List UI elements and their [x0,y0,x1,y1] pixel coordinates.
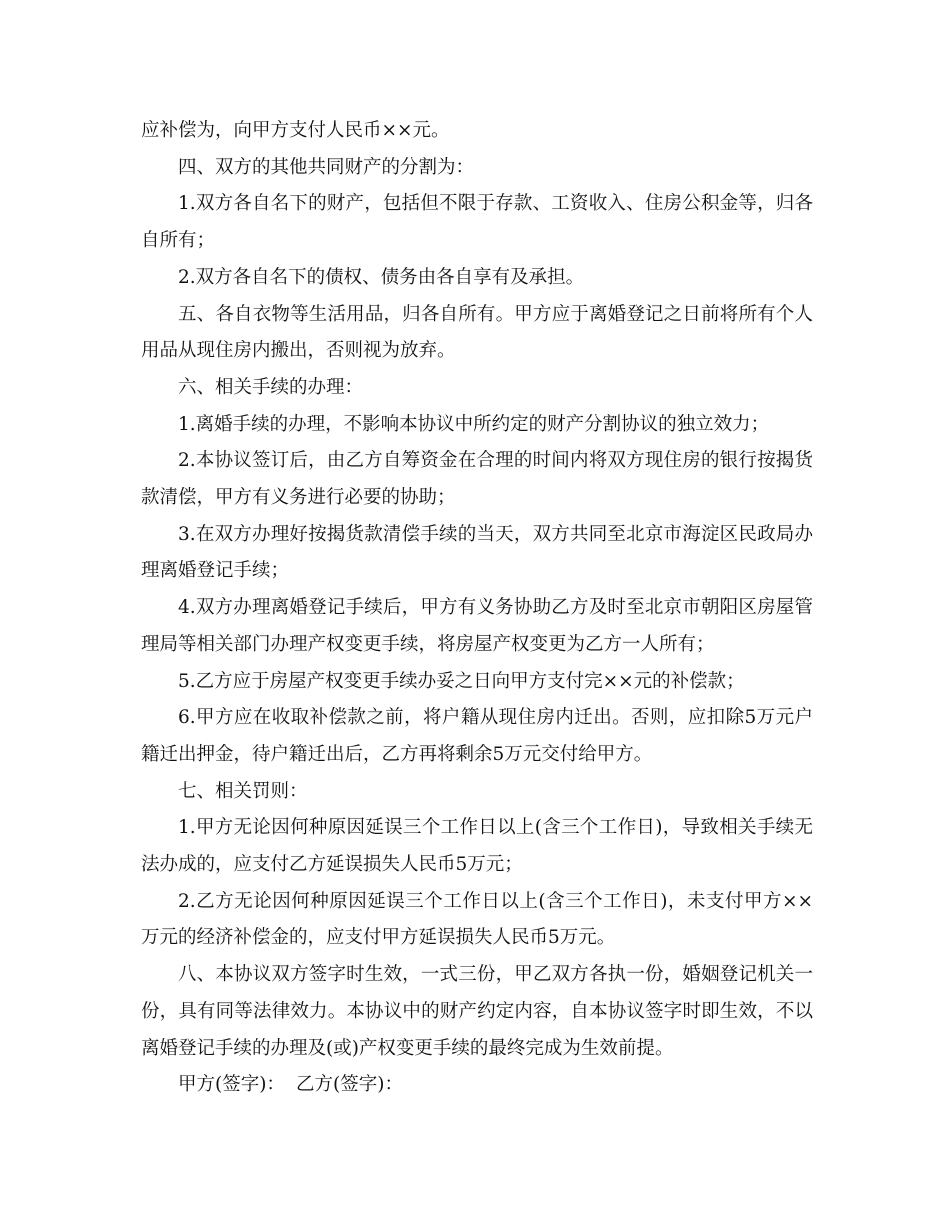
paragraph-section-6-item-5: 5.乙方应于房屋产权变更手续办妥之日向甲方支付完××元的补偿款； [178,670,745,692]
paragraph-section-6-item-6: 6.甲方应在收取补偿款之前，将户籍从现住房内迁出。否则，应扣除5万元户籍迁出押金，待户籍迁出后，乙方再将剩余5万元交付给甲方。 [141,707,813,765]
party-b-signature-label: 乙方(签字)： [296,1074,403,1096]
paragraph-compensation-end: 应补偿为，向甲方支付人民币××元。 [141,120,450,141]
paragraph-section-6-item-2: 2.本协议签订后，由乙方自筹资金在合理的时间内将双方现住房的银行按揭货款清偿，甲方有义务进行必要的协助； [141,450,813,509]
signature-row [141,1067,813,1104]
document-body [141,113,813,1104]
paragraph-section-7-item-2: 2.乙方无论因何种原因延误三个工作日以上(含三个工作日)，未支付甲方××万元的经济补偿金的，应支付甲方延误损失人民币5万元。 [141,890,813,949]
paragraph-section-6-item-3: 3.在双方办理好按揭货款清偿手续的当天，双方共同至北京市海淀区民政局办理离婚登记手续； [141,523,813,582]
paragraph-section-8: 八、本协议双方签字时生效，一式三份，甲乙双方各执一份，婚姻登记机关一份，具有同等法律效力。本协议中的财产约定内容，自本协议签字时即生效，不以离婚登记手续的办理及(或)产权变更手续的最终完成为生效前提。 [141,964,813,1059]
paragraph-section-7-item-1: 1.甲方无论因何种原因延误三个工作日以上(含三个工作日)，导致相关手续无法办成的，应支付乙方延误损失人民币5万元； [141,817,813,876]
paragraph-section-4-item-2: 2.双方各自名下的债权、债务由各自享有及承担。 [178,266,585,288]
paragraph-section-6-title: 六、相关手续的办理： [178,376,364,398]
paragraph-section-6-item-4: 4.双方办理离婚登记手续后，甲方有义务协助乙方及时至北京市朝阳区房屋管理局等相关部门办理产权变更手续，将房屋产权变更为乙方一人所有； [141,597,813,655]
paragraph-section-7-title: 七、相关罚则： [178,780,308,802]
paragraph-section-4-title: 四、双方的其他共同财产的分割为： [178,156,475,178]
party-a-signature-label: 甲方(签字)： [178,1074,285,1096]
paragraph-section-4-item-1: 1.双方各自名下的财产，包括但不限于存款、工资收入、住房公积金等，归各自所有； [141,193,813,252]
paragraph-section-5: 五、各自衣物等生活用品，归各自所有。甲方应于离婚登记之日前将所有个人用品从现住房内搬出，否则视为放弃。 [141,303,813,362]
paragraph-section-6-item-1: 1.离婚手续的办理，不影响本协议中所约定的财产分割协议的独立效力； [178,413,770,435]
